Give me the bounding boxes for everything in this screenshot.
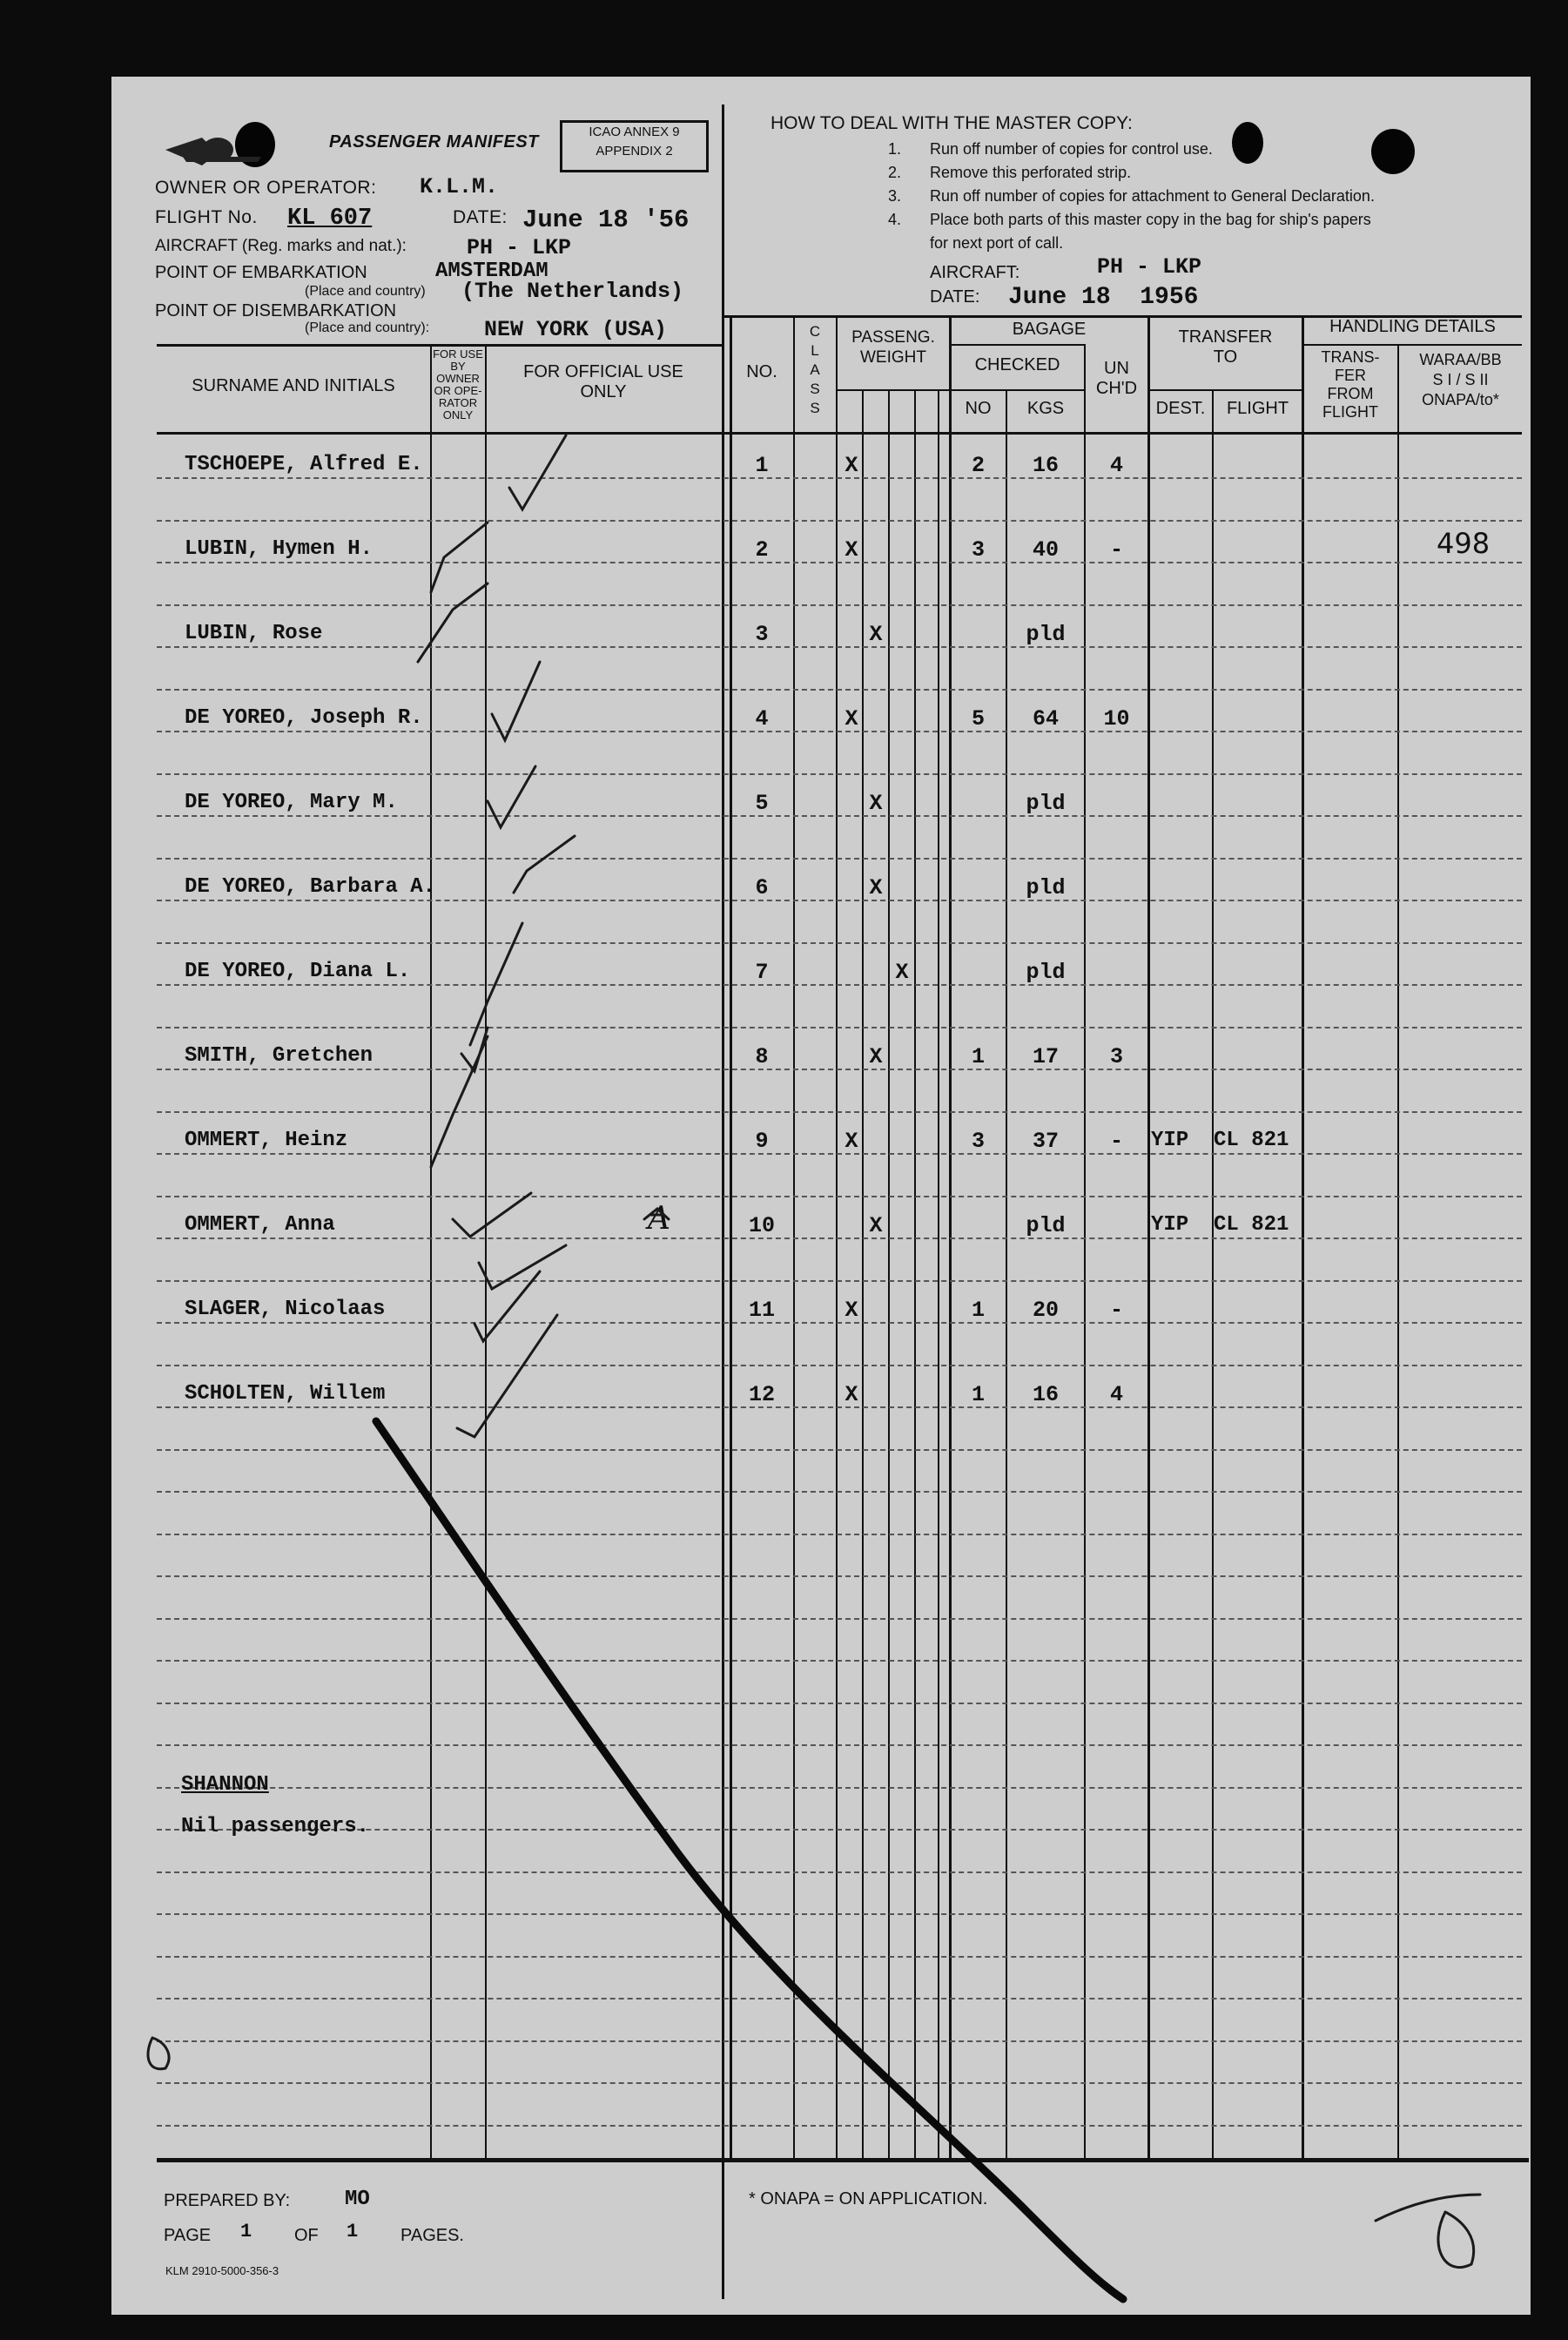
instruction-text: Remove this perforated strip. bbox=[930, 164, 1132, 181]
passenger-name: LUBIN, Rose bbox=[185, 622, 323, 645]
instruction-number: 2. bbox=[888, 164, 902, 181]
col-owner-use bbox=[431, 348, 485, 421]
disembark-sub: (Place and country): bbox=[305, 320, 430, 335]
bag-kgs: 16 bbox=[1032, 1382, 1059, 1407]
bag-unchecked: - bbox=[1109, 1298, 1123, 1323]
owner-use-line: ONLY bbox=[442, 408, 474, 421]
ruled-line bbox=[157, 2082, 1522, 2084]
ruled-line bbox=[157, 1069, 1522, 1070]
ruled-line bbox=[157, 1534, 1522, 1535]
checked-sub-rule bbox=[949, 389, 1085, 391]
passenger-name: OMMERT, Heinz bbox=[185, 1129, 348, 1152]
owner-use-line: FOR USE bbox=[433, 347, 483, 361]
instruction-item bbox=[888, 185, 1375, 208]
header-rule-left bbox=[157, 344, 723, 347]
transfer-flight: CL 821 bbox=[1214, 1129, 1289, 1152]
ruled-line bbox=[157, 1703, 1522, 1704]
ruled-line bbox=[157, 1871, 1522, 1873]
instruction-number: 3. bbox=[888, 187, 902, 205]
official-line: ONLY bbox=[580, 382, 627, 401]
passenger-no: 2 bbox=[755, 537, 769, 563]
aircraft-value: PH - LKP bbox=[467, 235, 572, 260]
ruled-line bbox=[157, 984, 1522, 986]
bag-count: 1 bbox=[971, 1298, 985, 1323]
passenger-no: 12 bbox=[748, 1382, 775, 1407]
owner-value: K.L.M. bbox=[420, 174, 499, 199]
instructions-list bbox=[888, 138, 1375, 255]
ruled-line bbox=[157, 942, 1522, 944]
handling-number: 498 bbox=[1437, 527, 1491, 560]
bag-count: 1 bbox=[971, 1382, 985, 1407]
weight-mark: X bbox=[845, 1129, 858, 1154]
bag-kgs: 16 bbox=[1032, 453, 1059, 478]
flight-value: KL 607 bbox=[287, 206, 373, 232]
ruled-line bbox=[157, 1913, 1522, 1915]
bag-count: 5 bbox=[971, 706, 985, 732]
passenger-name: DE YOREO, Barbara A. bbox=[185, 875, 436, 899]
instruction-number: 1. bbox=[888, 140, 902, 158]
passenger-no: 3 bbox=[755, 622, 769, 647]
ruled-line bbox=[157, 1787, 1522, 1789]
bag-count: 1 bbox=[971, 1044, 985, 1069]
owner-use-line: RATOR bbox=[438, 396, 478, 409]
col-line-weight-d bbox=[938, 390, 939, 2160]
passenger-name: OMMERT, Anna bbox=[185, 1213, 335, 1237]
ruled-line bbox=[157, 1237, 1522, 1239]
ruled-line bbox=[157, 858, 1522, 860]
bag-kgs: pld bbox=[1026, 960, 1066, 985]
transfer-flight: CL 821 bbox=[1214, 1213, 1289, 1237]
col-checked: CHECKED bbox=[974, 355, 1060, 374]
notes-station: SHANNON bbox=[181, 1773, 269, 1797]
instruction-text: Run off number of copies for control use. bbox=[930, 140, 1213, 158]
class-line: C bbox=[809, 323, 821, 340]
passenger-no: 8 bbox=[755, 1044, 769, 1069]
instructions-aircraft-label: AIRCRAFT: bbox=[930, 263, 1020, 282]
bag-unchecked: - bbox=[1109, 537, 1123, 563]
unchd-line: CH'D bbox=[1095, 379, 1138, 398]
passenger-name: LUBIN, Hymen H. bbox=[185, 537, 373, 561]
bag-count: 2 bbox=[971, 453, 985, 478]
ruled-line bbox=[157, 1280, 1522, 1282]
disembark-value: NEW YORK (USA) bbox=[484, 317, 668, 342]
transfer-line: TO bbox=[1213, 347, 1238, 367]
col-flight: FLIGHT bbox=[1226, 399, 1289, 418]
bag-count: 3 bbox=[971, 537, 985, 563]
passenger-no: 11 bbox=[748, 1298, 775, 1323]
passenger-name: TSCHOEPE, Alfred E. bbox=[185, 453, 423, 476]
date-value: June 18 '56 bbox=[522, 206, 690, 234]
waraa-line: ONAPA/to* bbox=[1422, 391, 1499, 408]
instruction-text: Run off number of copies for attachment to General Declaration. bbox=[930, 187, 1375, 205]
ruled-line bbox=[157, 1491, 1522, 1493]
ruled-line bbox=[157, 1111, 1522, 1113]
col-line-owner bbox=[430, 344, 432, 2160]
bag-count: 3 bbox=[971, 1129, 985, 1154]
instruction-text: for next port of call. bbox=[930, 234, 1064, 252]
bag-kgs: 20 bbox=[1032, 1298, 1059, 1323]
footer-rule bbox=[157, 2158, 1529, 2162]
col-bagage: BAGAGE bbox=[1012, 320, 1087, 339]
col-line-official bbox=[485, 344, 487, 2160]
form-code: KLM 2910-5000-356-3 bbox=[165, 2264, 279, 2277]
col-unchd bbox=[1086, 359, 1147, 399]
class-line: A bbox=[810, 361, 820, 378]
ruled-line bbox=[157, 1956, 1522, 1958]
passenger-no: 10 bbox=[748, 1213, 775, 1238]
weight-mark: X bbox=[869, 1044, 883, 1069]
transfer-dest: YIP bbox=[1151, 1129, 1189, 1152]
disembark-label: POINT OF DISEMBARKATION bbox=[155, 301, 397, 320]
passenger-no: 1 bbox=[755, 453, 769, 478]
bag-kgs: 17 bbox=[1032, 1044, 1059, 1069]
col-no: NO. bbox=[746, 362, 777, 381]
weight-line: PASSENG. bbox=[851, 328, 935, 347]
ruled-line bbox=[157, 1449, 1522, 1451]
weight-line: WEIGHT bbox=[860, 348, 926, 367]
unchd-line: UN bbox=[1104, 359, 1129, 378]
bag-kgs: 64 bbox=[1032, 706, 1059, 732]
col-official-use bbox=[486, 362, 721, 402]
ruled-line bbox=[157, 1196, 1522, 1197]
col-transfer bbox=[1149, 327, 1302, 368]
instruction-number: 4. bbox=[888, 211, 902, 228]
bag-unchecked: 10 bbox=[1103, 706, 1130, 732]
col-surname: SURNAME AND INITIALS bbox=[192, 376, 395, 395]
ruled-line bbox=[157, 604, 1522, 606]
embark-country: (The Netherlands) bbox=[461, 279, 684, 304]
col-line-weight-c bbox=[914, 390, 916, 2160]
date-label: DATE: bbox=[453, 207, 508, 227]
weight-mark: X bbox=[869, 1213, 883, 1238]
passenger-name: SCHOLTEN, Willem bbox=[185, 1382, 386, 1406]
owner-use-line: BY bbox=[450, 360, 466, 373]
of-value: 1 bbox=[347, 2221, 359, 2242]
ruled-line bbox=[157, 2040, 1522, 2042]
col-line-waraa bbox=[1397, 344, 1399, 2160]
passenger-no: 5 bbox=[755, 791, 769, 816]
aircraft-label: AIRCRAFT (Reg. marks and nat.): bbox=[155, 237, 407, 255]
ruled-line bbox=[157, 900, 1522, 901]
bag-kgs: pld bbox=[1026, 791, 1066, 816]
ruled-line bbox=[157, 1365, 1522, 1366]
bag-kgs: 37 bbox=[1032, 1129, 1059, 1154]
page-value: 1 bbox=[240, 2221, 252, 2242]
col-dest: DEST. bbox=[1155, 399, 1206, 418]
bag-kgs: 40 bbox=[1032, 537, 1059, 563]
owner-label: OWNER OR OPERATOR: bbox=[155, 178, 377, 198]
bag-kgs: pld bbox=[1026, 875, 1066, 900]
class-line: S bbox=[810, 381, 820, 397]
icao-line1: ICAO ANNEX 9 bbox=[589, 125, 680, 139]
embark-sub: (Place and country) bbox=[305, 284, 426, 299]
ruled-line bbox=[157, 1660, 1522, 1662]
ruled-line bbox=[157, 1575, 1522, 1577]
embark-label: POINT OF EMBARKATION bbox=[155, 263, 367, 282]
weight-mark: X bbox=[845, 1298, 858, 1323]
col-bag-no: NO bbox=[965, 399, 992, 418]
weight-mark: X bbox=[845, 537, 858, 563]
weight-mark: X bbox=[869, 791, 883, 816]
owner-use-line: OR OPE- bbox=[434, 384, 482, 397]
instructions-aircraft-value: PH - LKP bbox=[1097, 254, 1202, 280]
transfer-sub-rule bbox=[1147, 389, 1302, 391]
instructions-date-value: June 18 1956 bbox=[1008, 284, 1199, 311]
class-line: L bbox=[811, 342, 819, 359]
weight-mark: X bbox=[845, 1382, 858, 1407]
onapa-note: * ONAPA = ON APPLICATION. bbox=[749, 2189, 988, 2209]
passenger-name: SMITH, Gretchen bbox=[185, 1044, 373, 1068]
transfer-dest: YIP bbox=[1151, 1213, 1189, 1237]
col-waraa bbox=[1399, 350, 1522, 410]
weight-mark: X bbox=[845, 706, 858, 732]
ruled-line bbox=[157, 1998, 1522, 1999]
flight-label: FLIGHT No. bbox=[155, 207, 258, 227]
bag-unchecked: - bbox=[1109, 1129, 1123, 1154]
instructions-date-label: DATE: bbox=[930, 287, 980, 307]
col-transfer-from bbox=[1303, 348, 1397, 421]
transfer-from-line: TRANS- bbox=[1321, 348, 1380, 366]
transfer-from-line: FLIGHT bbox=[1322, 403, 1378, 421]
icao-line2: APPENDIX 2 bbox=[596, 144, 673, 158]
instruction-item bbox=[888, 138, 1375, 161]
instruction-item bbox=[888, 161, 1375, 185]
bag-unchecked: 3 bbox=[1109, 1044, 1123, 1069]
passenger-name: DE YOREO, Joseph R. bbox=[185, 706, 423, 730]
passenger-no: 6 bbox=[755, 875, 769, 900]
col-handling: HANDLING DETAILS bbox=[1329, 317, 1496, 336]
instructions-title: HOW TO DEAL WITH THE MASTER COPY: bbox=[771, 113, 1133, 133]
bag-kgs: pld bbox=[1026, 622, 1066, 647]
ruled-line bbox=[157, 773, 1522, 775]
col-line-unchd bbox=[1084, 344, 1086, 2160]
official-line: FOR OFFICIAL USE bbox=[523, 362, 683, 381]
ruled-line bbox=[157, 1027, 1522, 1028]
prepared-value: MO bbox=[345, 2188, 370, 2211]
weight-sub-rule bbox=[836, 389, 949, 391]
passenger-name: DE YOREO, Diana L. bbox=[185, 960, 411, 983]
col-kgs: KGS bbox=[1026, 399, 1065, 418]
passenger-no: 7 bbox=[755, 960, 769, 985]
col-line-weight-a bbox=[862, 390, 864, 2160]
passenger-no: 9 bbox=[755, 1129, 769, 1154]
bag-kgs: pld bbox=[1026, 1213, 1066, 1238]
page-label: PAGE bbox=[164, 2226, 212, 2245]
weight-mark: X bbox=[895, 960, 909, 985]
ruled-line bbox=[157, 1744, 1522, 1746]
instruction-item bbox=[888, 232, 1375, 255]
bag-unchecked: 4 bbox=[1109, 453, 1123, 478]
bagage-sub-rule bbox=[949, 344, 1085, 346]
col-line-flight bbox=[1212, 390, 1214, 2160]
pages-label: PAGES. bbox=[400, 2226, 464, 2245]
official-mark: A bbox=[648, 1201, 670, 1237]
transfer-from-line: FER bbox=[1335, 367, 1366, 384]
ruled-line bbox=[157, 689, 1522, 691]
weight-mark: X bbox=[845, 453, 858, 478]
col-line-kgs bbox=[1006, 390, 1007, 2160]
punch-hole-right bbox=[1371, 129, 1415, 174]
waraa-line: WARAA/BB bbox=[1419, 351, 1502, 368]
transfer-from-line: FROM bbox=[1327, 385, 1374, 402]
col-weight bbox=[838, 327, 949, 368]
notes-text: Nil passengers. bbox=[181, 1815, 370, 1838]
instruction-text: Place both parts of this master copy in the bag for ship's papers bbox=[930, 211, 1371, 228]
ruled-line bbox=[157, 520, 1522, 522]
punch-hole-left bbox=[235, 122, 275, 167]
passenger-name: DE YOREO, Mary M. bbox=[185, 791, 398, 814]
ruled-line bbox=[157, 815, 1522, 817]
prepared-label: PREPARED BY: bbox=[164, 2191, 291, 2210]
icao-box bbox=[560, 120, 709, 172]
ruled-line bbox=[157, 646, 1522, 648]
transfer-line: TRANSFER bbox=[1178, 327, 1273, 347]
passenger-name: SLAGER, Nicolaas bbox=[185, 1298, 386, 1321]
owner-use-line: OWNER bbox=[436, 372, 480, 385]
manifest-title: PASSENGER MANIFEST bbox=[329, 132, 539, 152]
col-line-weight-b bbox=[888, 390, 890, 2160]
instruction-item bbox=[888, 208, 1375, 232]
column-header-rule bbox=[157, 432, 1522, 435]
bag-unchecked: 4 bbox=[1109, 1382, 1123, 1407]
weight-mark: X bbox=[869, 875, 883, 900]
col-class bbox=[794, 322, 836, 418]
passenger-no: 4 bbox=[755, 706, 769, 732]
ruled-line bbox=[157, 1618, 1522, 1620]
of-label: OF bbox=[294, 2226, 319, 2245]
class-line: S bbox=[810, 400, 820, 416]
weight-mark: X bbox=[869, 622, 883, 647]
ruled-line bbox=[157, 2125, 1522, 2127]
waraa-line: S I / S II bbox=[1432, 371, 1489, 388]
embark-city: AMSTERDAM bbox=[435, 260, 548, 283]
handling-sub-rule bbox=[1302, 344, 1522, 346]
